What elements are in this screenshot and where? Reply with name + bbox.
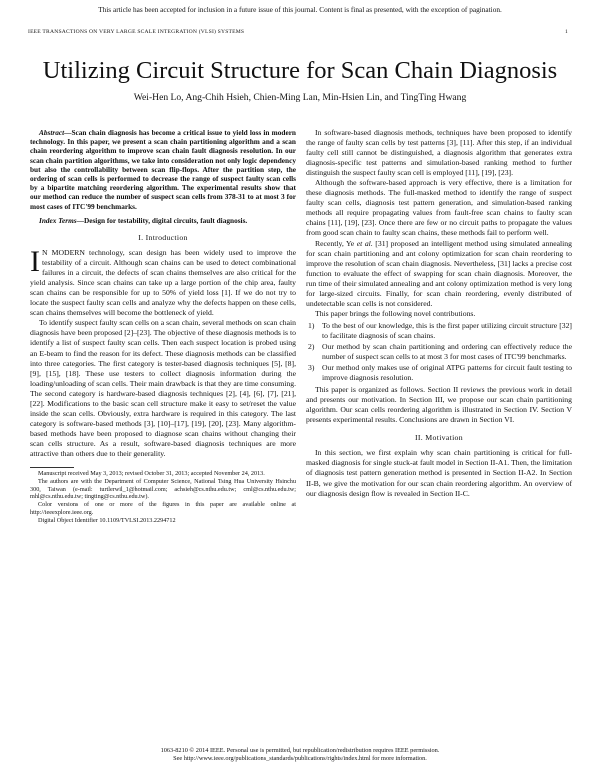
index-terms: Index Terms—Design for testability, digital circuits, fault diagnosis. <box>39 215 248 225</box>
body-text: [31] proposed an intelligent method using simulated annealing for scan chain partitioning and ant colony optimization for scan chain reordering to improve the resolution of scan chain diagnosis. Nevertheless, [31] lacks a precise cost function to evaluate the effect of swapping for scan chain diagnosis. Moreover, the run time of their simulated annealing and ant colony optimization method is very long for large-sized circuits. Finally, for scan chain reordering, evenly distributed of undetectable scan cells is not considered. <box>306 238 572 308</box>
section-heading-introduction: I. Introduction <box>138 233 188 243</box>
right-column <box>306 128 572 499</box>
index-terms-text: Design for testability, digital circuits, fault diagnosis. <box>83 215 248 225</box>
left-column <box>30 128 296 525</box>
list-item-number: 3) <box>308 363 315 373</box>
running-header <box>28 29 568 36</box>
abstract: Abstract—Scan chain diagnosis has become a critical issue to yield loss in modern technology. In this paper, we present a scan chain partitioning algorithm and a scan chain reordering algorithm to improve scan chain fault diagnosis resolution. In our scan chain partition algorithms, we take into consideration not only logic dependency but also the controllability between scan flip-flops. After the partition step, the ordering of scan cells is performed to decrease the range of suspect faulty scan cells by a bipartite matching reordering algorithm. The experimental results show that our method can reduce the number of suspect scan cells from 378-31 to at most 3 for most cases of ITC'99 benchmarks. <box>30 128 296 211</box>
body-text: Recently, Ye <box>315 238 357 248</box>
body-paragraph: In this section, we first explain why scan chain partitioning is critical for full-masked diagnosis for single stuck-at fault model in Section II-A1. Then, the limitation of diagnosis test pattern generation method is presented in Section II-A2. In Section II-B, we give the motivation for our scan chain reordering algorithm. An overview of our diagnosis design flow is revealed in Section II-C. <box>306 448 572 498</box>
body-paragraph: This paper brings the following novel contributions. <box>315 308 476 318</box>
paper-title: Utilizing Circuit Structure for Scan Chain Diagnosis <box>42 57 558 84</box>
page-number: 1 <box>565 29 568 35</box>
contribution-list <box>306 321 572 383</box>
list-item-text: To the best of our knowledge, this is the first paper utilizing circuit structure [32] to facilitate diagnosis of scan chains. <box>322 320 572 340</box>
body-paragraph: This paper is organized as follows. Section II reviews the previous work in detail and presents our motivation. In Section III, we propose our scan chain partitioning algorithm. Our scan cells reordering algorithm is illustrated in Section IV. Section V presents experimental results. Conclusions are drawn in Section VI. <box>306 385 572 425</box>
list-item-text: Our method only makes use of original ATPG patterns for circuit fault testing to improve diagnosis resolution. <box>322 363 572 383</box>
journal-name: IEEE TRANSACTIONS ON VERY LARGE SCALE INTEGRATION (VLSI) SYSTEMS <box>28 29 245 35</box>
list-item-number: 1) <box>308 320 315 330</box>
body-paragraph: Although the software-based approach is very effective, there is a limitation for these diagnosis methods. The full-masked method to identify the range of suspect faulty scan cells, diagnosis test pattern generation, and simulation-based ranking methods all require propagating values from fault-free scan chains to faulty scan chains [11], [19], [23]. Once there are few or no circuit paths to propagate the values from good scan chain to faulty scan chains, these methods fail to perform well. <box>306 178 572 238</box>
intro-paragraph-2: To identify suspect faulty scan cells on a scan chain, several methods on scan chain diagnosis have been proposed [2]–[23]. The objective of these diagnosis methods is to identify a list of suspect faulty scan cells. Then each suspect location is probed using an E-beam to find the reason for its defect. These diagnosis methods can be classified into three categories. The first category is tester-based diagnosis techniques [5], [8], [9], [15], [18]. These use testers to collect diagnosis information during the loading/unloading of scan cells. Their main drawback is that they are time consuming. The second category is hardware-based diagnosis techniques [2], [4], [6], [7], [21], [22]. Modifications to the basic scan cell structure make it easy to set/reset the value inside the scan cells. Obviously, extra hardware is required in this category. The last category is software-based methods [3], [10]–[17], [19], [20], [23]. Many algorithm-based methods have been proposed to diagnose scan chains without changing their scan cells structure. As a result, software-based diagnosis techniques are more attractive than others due to their generality. <box>30 318 296 458</box>
body-paragraph: In software-based diagnosis methods, techniques have been proposed to identify the range of faulty scan cells by test patterns [3], [11]. After this step, if an individual faulty cell still cannot be distinguished, a diagnosis algorithm that generates extra diagnosis-specific test patterns and simulation-based ranking method to further distinguish the suspect faulty scan cell is employed [11], [19], [23]. <box>306 128 572 178</box>
section-heading-motivation: II. Motivation <box>415 433 463 443</box>
index-terms-label: Index Terms <box>39 215 77 225</box>
footnote-manuscript: Manuscript received May 3, 2013; revised October 31, 2013; accepted November 24, 2013. <box>38 470 265 478</box>
list-item-number: 2) <box>308 341 315 351</box>
acceptance-banner: This article has been accepted for inclusion in a future issue of this journal. Content is final as presented, with the exception of pagination. <box>98 5 502 14</box>
list-item <box>306 342 572 362</box>
list-item <box>306 363 572 383</box>
copyright-footer <box>0 747 600 763</box>
body-paragraph <box>306 239 572 309</box>
footnote-color: Color versions of one or more of the figures in this paper are available online at http://ieeexplore.ieee.org. <box>30 501 296 516</box>
intro-paragraph-1-text: N MODERN technology, scan design has been widely used to improve the testability of a circuit. Although scan chains can be used to detect combinational failures in a circuit, the defects of scan chains themselves are also critical for the yield analysis. Since scan chains can take up a large portion of the chip area, faulty scan chains can be responsible for up to 50% of yield loss [1]. If we do not try to locate the suspect faulty scan cells and analyze why the defects happen on these cells, scan chains themselves will become the bottleneck of yield. <box>30 248 296 318</box>
footnote-doi: Digital Object Identifier 10.1109/TVLSI.2013.2294712 <box>38 516 176 524</box>
abstract-text: Scan chain diagnosis has become a critical issue to yield loss in modern technology. In this paper, we present a scan chain partitioning algorithm and a scan chain reordering algorithm to improve scan chain fault diagnosis resolution. In our scan chain partition algorithms, we take into consideration not only logic dependency but also the controllability between scan flip-flops. After the partition step, the ordering of scan cells is performed to decrease the range of suspect faulty scan cells by a bipartite matching reordering algorithm. The experimental results show that our method can reduce the number of suspect scan cells from 378-31 to at most 3 for most cases of ITC'99 benchmarks. <box>30 128 296 211</box>
copyright-line: 1063-8210 © 2014 IEEE. Personal use is permitted, but republication/redistribution requires IEEE permission. <box>160 747 440 754</box>
list-item <box>306 321 572 341</box>
footnote-affiliation: The authors are with the Department of Computer Science, National Tsing Hua University Hsinchu 300, Taiwan (e-mail: turtlerwil_1@hotmail.com; achsieh@cs.nthu.edu.tw; cml@cs.nthu.edu.tw; mhl@cs.nthu.edu.tw; tingting@cs.nthu.edu.tw). <box>30 477 296 501</box>
rights-link-line: See http://www.ieee.org/publications_standards/publications/rights/index.html for more information. <box>173 755 427 762</box>
footnote-divider <box>30 467 74 468</box>
body-text-italic: et al. <box>356 238 373 248</box>
intro-paragraph-1 <box>30 245 296 318</box>
list-item-text: Our method by scan chain partitioning and ordering can effectively reduce the number of suspect scan cells to at most 3 for most cases of ITC'99 benchmarks. <box>322 341 572 362</box>
abstract-label: Abstract <box>39 128 65 137</box>
author-list: Wei-Hen Lo, Ang-Chih Hsieh, Chien-Ming Lan, Min-Hsien Lin, and TingTing Hwang <box>133 92 467 103</box>
drop-cap: I <box>30 245 40 279</box>
